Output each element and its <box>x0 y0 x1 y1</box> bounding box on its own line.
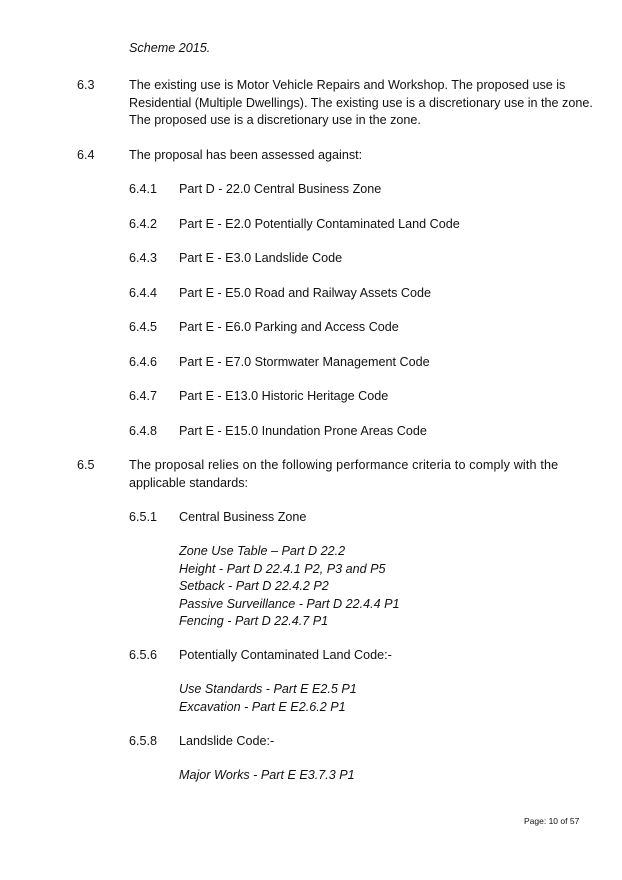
page-number: Page: 10 of 57 <box>524 816 580 826</box>
subsection-number: 6.5.8 <box>129 734 158 748</box>
section-6-3-line-2: Residential (Multiple Dwellings). The existing use is a discretionary use in the zone. <box>129 95 593 110</box>
list-item-text: Part E - E2.0 Potentially Contaminated Land Code <box>179 216 460 231</box>
criteria-line: Fencing - Part D 22.4.7 P1 <box>179 614 329 628</box>
section-6-5-line-2: applicable standards: <box>129 475 249 490</box>
criteria-line: Major Works - Part E E3.7.3 P1 <box>179 768 355 782</box>
subsection-title: Central Business Zone <box>179 510 307 524</box>
list-item-number: 6.4.5 <box>129 320 158 334</box>
list-item-number: 6.4.6 <box>129 354 158 369</box>
list-item-text: Part E - E5.0 Road and Railway Assets Code <box>179 285 432 300</box>
section-6-5-line-1: The proposal relies on the following performance criteria to comply with the <box>129 458 559 472</box>
continuation-line: Scheme 2015. <box>129 41 211 55</box>
criteria-line: Excavation - Part E E2.6.2 P1 <box>179 699 346 714</box>
list-item-number: 6.4.2 <box>129 216 158 231</box>
list-item-text: Part D - 22.0 Central Business Zone <box>179 182 382 196</box>
list-item-number: 6.4.1 <box>129 182 158 196</box>
list-item-text: Part E - E6.0 Parking and Access Code <box>179 320 399 334</box>
subsection-number: 6.5.6 <box>129 648 158 662</box>
criteria-line: Setback - Part D 22.4.2 P2 <box>179 579 329 593</box>
section-6-3-line-1: The existing use is Motor Vehicle Repairs and Workshop. The proposed use is <box>129 78 566 92</box>
section-number-6-3: 6.3 <box>77 78 95 92</box>
criteria-line: Use Standards - Part E E2.5 P1 <box>179 682 357 696</box>
criteria-line: Passive Surveillance - Part D 22.4.4 P1 <box>179 596 400 611</box>
section-6-3-line-3: The proposed use is a discretionary use in the zone. <box>129 113 421 127</box>
criteria-line: Height - Part D 22.4.1 P2, P3 and P5 <box>179 561 386 576</box>
subsection-title: Landslide Code:- <box>179 734 275 748</box>
list-item-text: Part E - E7.0 Stormwater Management Code <box>179 354 430 369</box>
section-number-6-5: 6.5 <box>77 458 95 472</box>
list-item-number: 6.4.8 <box>129 423 158 438</box>
subsection-title: Potentially Contaminated Land Code:- <box>179 648 392 662</box>
subsection-number: 6.5.1 <box>129 510 158 524</box>
list-item-number: 6.4.4 <box>129 285 158 300</box>
list-item-text: Part E - E15.0 Inundation Prone Areas Code <box>179 423 427 438</box>
list-item-number: 6.4.7 <box>129 389 158 403</box>
section-6-4-text: The proposal has been assessed against: <box>129 148 363 162</box>
criteria-line: Zone Use Table – Part D 22.2 <box>179 544 346 558</box>
list-item-number: 6.4.3 <box>129 251 158 265</box>
list-item-text: Part E - E3.0 Landslide Code <box>179 251 343 265</box>
section-number-6-4: 6.4 <box>77 148 95 162</box>
list-item-text: Part E - E13.0 Historic Heritage Code <box>179 389 389 403</box>
